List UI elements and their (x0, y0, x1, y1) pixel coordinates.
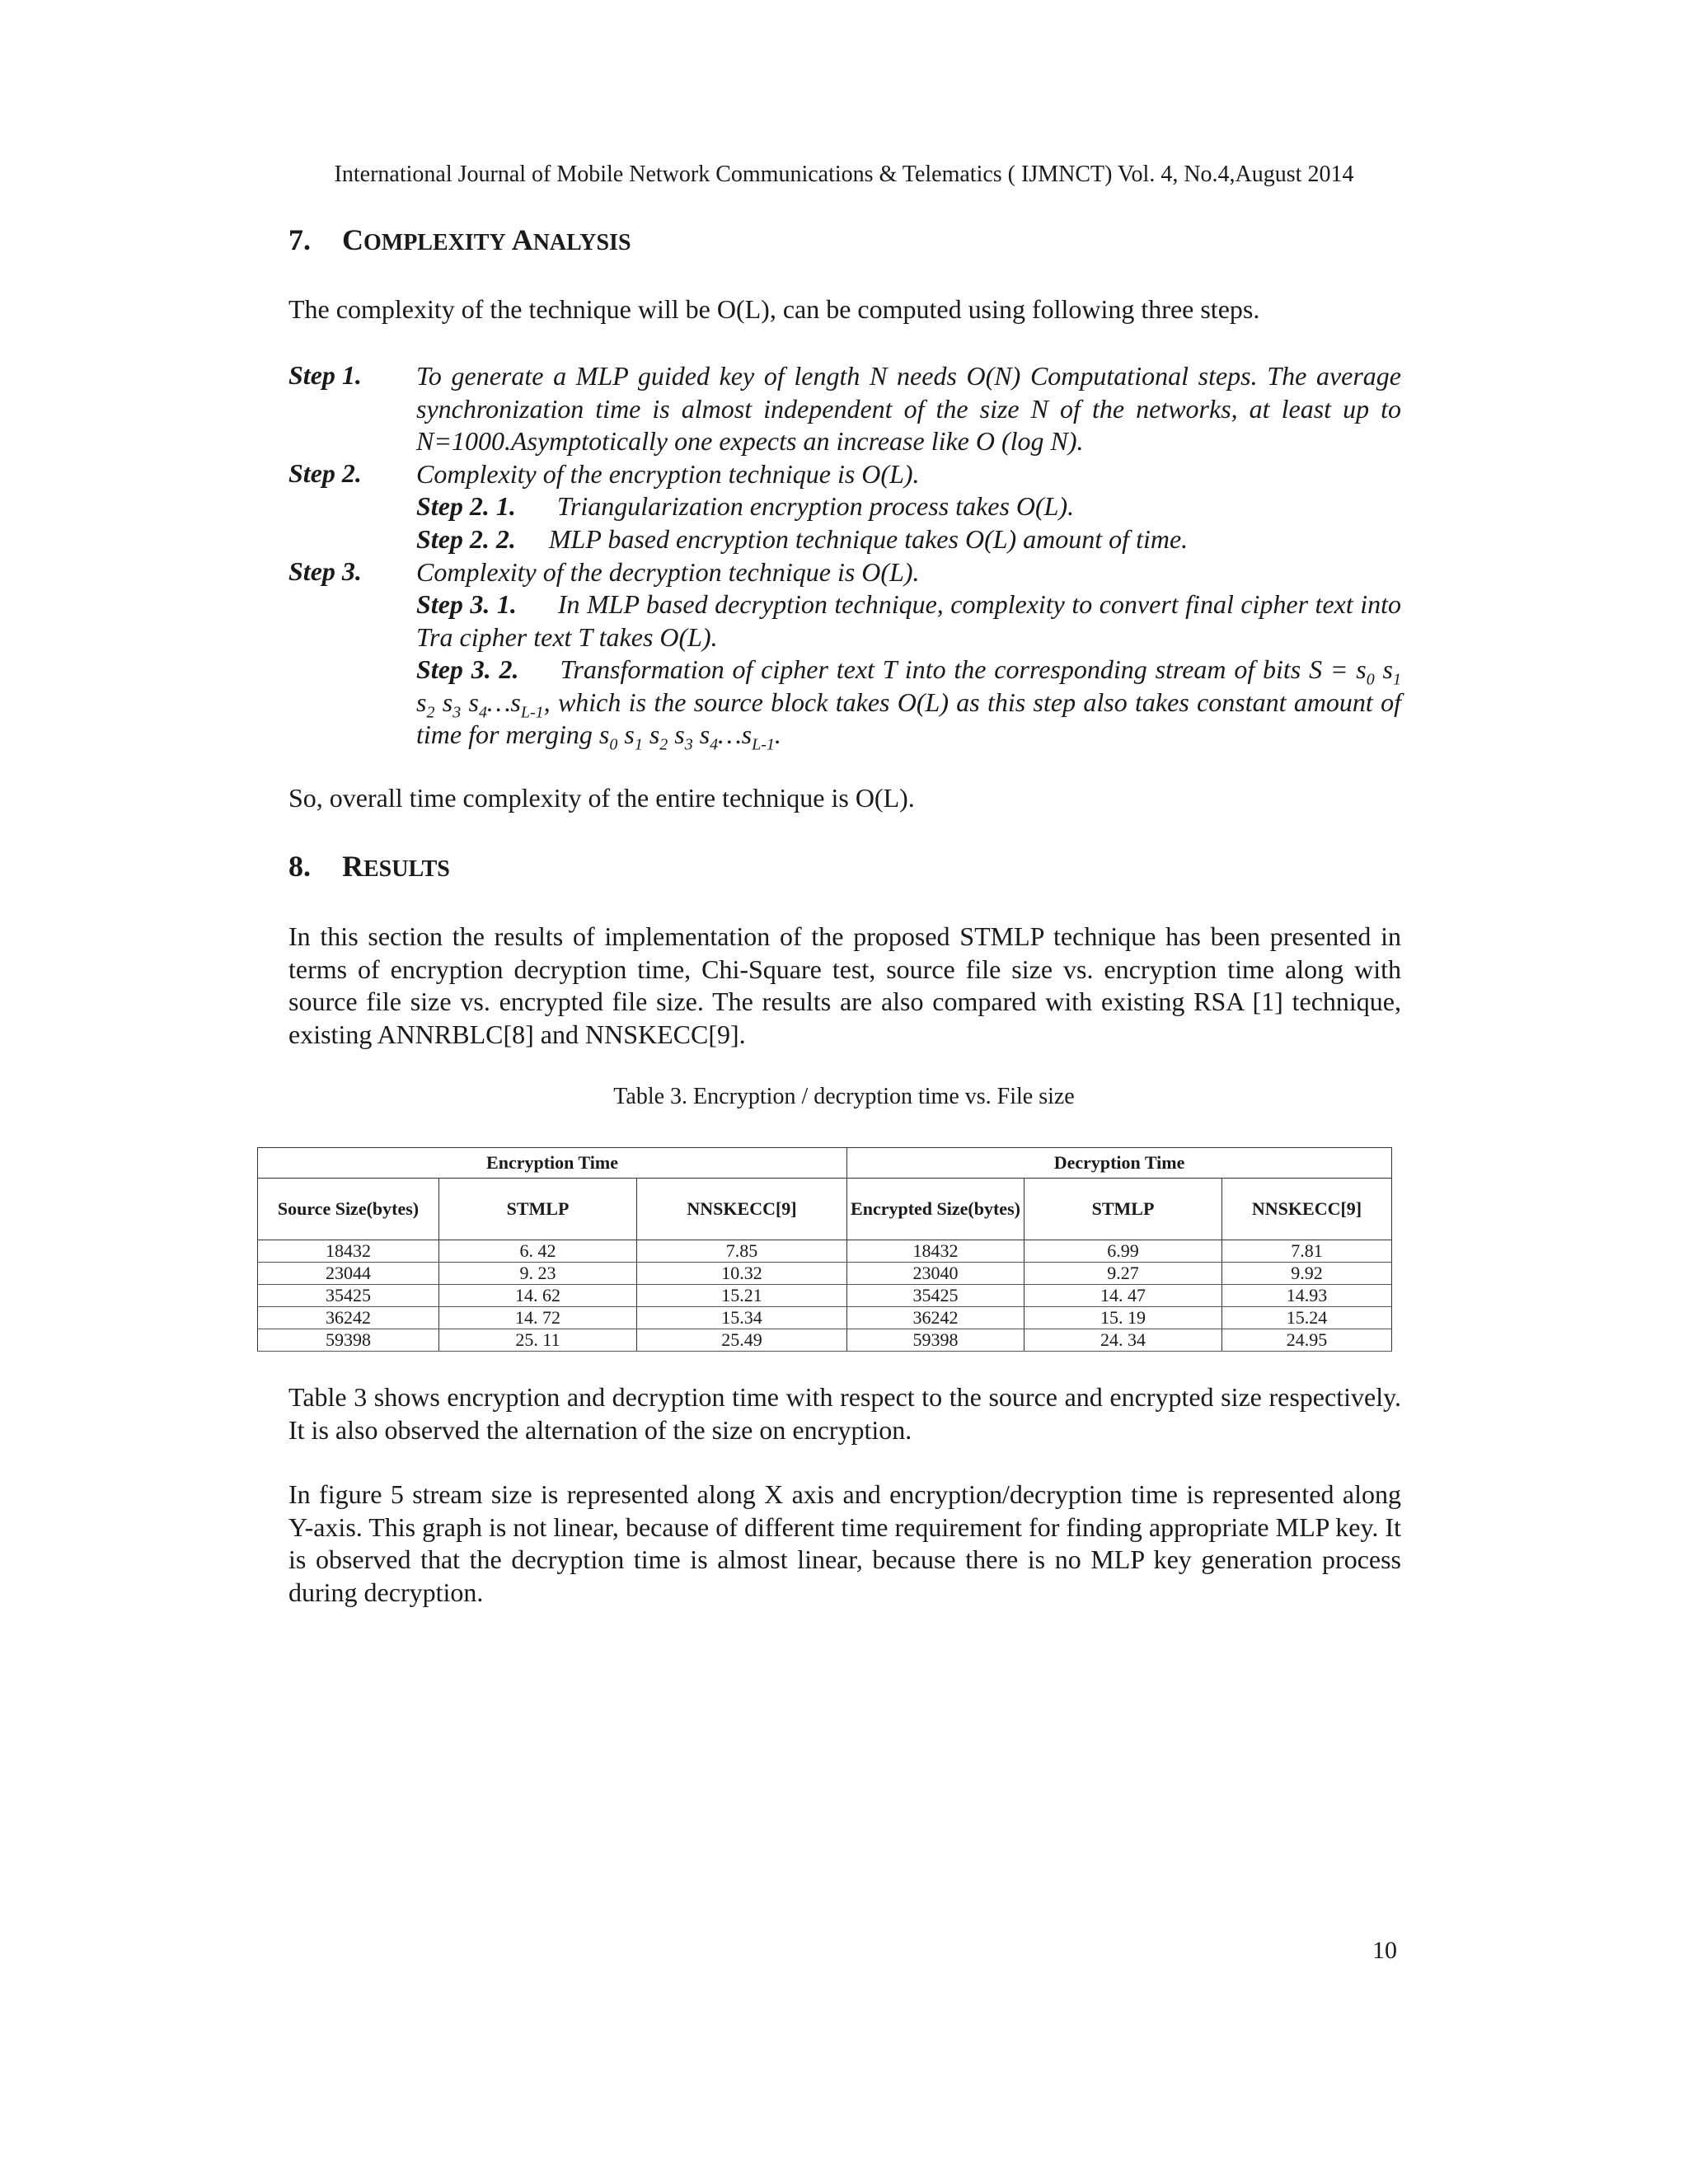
step-3-1-text: In MLP based decryption technique, complexity to convert final cipher text into Tra cipher text T takes O(L). (416, 589, 1402, 652)
step-2-1-text: Triangularization encryption process takes O(L). (556, 491, 1075, 521)
table-cell: 6.99 (1025, 1240, 1222, 1263)
table-cell: 10.32 (637, 1263, 847, 1285)
table-cell: 25.49 (637, 1329, 847, 1352)
complexity-conclusion: So, overall time complexity of the entire technique is O(L). (288, 783, 915, 813)
table-cell: 18432 (258, 1240, 439, 1263)
section-8-title-rest: ESULTS (363, 856, 450, 882)
section-7-title-initial-1: C (342, 223, 363, 256)
step-3-2-text-b: , which is the source block takes O(L) as this step also takes constant amount of time for merging (416, 687, 1402, 749)
table-cell: 15. 19 (1025, 1307, 1222, 1329)
table-cell: 9.27 (1025, 1263, 1222, 1285)
table-row (258, 1329, 1392, 1352)
encryption-time-header: Encryption Time (258, 1148, 847, 1179)
column-header: Encrypted Size(bytes) (847, 1179, 1025, 1240)
results-paragraph-1: In this section the results of implementation of the proposed STMLP technique has been presented in terms of encryption decryption time, Chi-Square test, source file size vs. encryption time along with source file size vs. encrypted file size. The results are also compared with existing RSA [1] technique, existing ANNRBLC[8] and NNSKECC[9]. (288, 921, 1401, 1049)
step-2-1-label: Step 2. 1. (416, 491, 516, 521)
table-row (258, 1263, 1392, 1285)
step-3-2-text-c: . (774, 719, 781, 749)
step-3-label: Step 3. (288, 556, 362, 586)
table-group-header-row (258, 1148, 1392, 1179)
table-row (258, 1240, 1392, 1263)
table-cell: 7.81 (1222, 1240, 1392, 1263)
section-7-title-rest-1: OMPLEXITY (363, 230, 506, 255)
merge-formula: $s_0$ $s_1$ $s_2$ $s_3$ $s_4\dots s_{L-1}$ (598, 719, 775, 754)
step-3-1-label: Step 3. 1. (416, 589, 517, 619)
table-cell: 6. 42 (439, 1240, 637, 1263)
table-row (258, 1307, 1392, 1329)
running-head: International Journal of Mobile Network Communications & Telematics ( IJMNCT) Vol. 4, No.4,August 2014 (334, 162, 1354, 187)
table-cell: 7.85 (637, 1240, 847, 1263)
step-2-1 (416, 490, 1401, 523)
column-header: Source Size(bytes) (258, 1179, 439, 1240)
table-cell: 23040 (847, 1263, 1025, 1285)
table-column-header-row (258, 1179, 1392, 1240)
table-cell: 36242 (847, 1307, 1025, 1329)
table-cell: 59398 (258, 1329, 439, 1352)
step-2-label: Step 2. (288, 458, 362, 488)
section-8-heading (288, 849, 450, 883)
table-cell: 18432 (847, 1240, 1025, 1263)
table-cell: 59398 (847, 1329, 1025, 1352)
bit-stream-formula: $s_0$ $s_1$ $s_2$ $s_3$ $s_4\dots s_{L-1}$ (416, 654, 1401, 721)
table-cell: 9. 23 (439, 1263, 637, 1285)
step-1-label: Step 1. (288, 360, 362, 390)
section-8-number: 8. (288, 850, 311, 883)
results-paragraph-3: In figure 5 stream size is represented along X axis and encryption/decryption time is represented along Y-axis. This graph is not linear, because of different time requirement for finding appropriate MLP key. It is observed that the decryption time is almost linear, because there is no MLP key generation process during decryption. (288, 1479, 1401, 1607)
step-3-2-text-a: Transformation of cipher text T into the corresponding stream of bits S = (560, 654, 1357, 684)
step-3-1 (416, 588, 1401, 654)
step-3-2 (416, 654, 1401, 752)
table-cell: 14.93 (1222, 1285, 1392, 1307)
section-7-number: 7. (288, 223, 311, 256)
column-header: NNSKECC[9] (637, 1179, 847, 1240)
step-3-text: Complexity of the decryption technique is O(L). (416, 557, 920, 587)
column-header: STMLP (1025, 1179, 1222, 1240)
table-cell: 24.95 (1222, 1329, 1392, 1352)
results-paragraph-2: Table 3 shows encryption and decryption time with respect to the source and encrypted size respectively. It is also observed the alternation of the size on encryption. (288, 1382, 1401, 1445)
step-2-text: Complexity of the encryption technique is O(L). (416, 459, 920, 489)
decryption-time-header: Decryption Time (847, 1148, 1392, 1179)
column-header: STMLP (439, 1179, 637, 1240)
table-cell: 9.92 (1222, 1263, 1392, 1285)
table-cell: 25. 11 (439, 1329, 637, 1352)
table-cell: 15.34 (637, 1307, 847, 1329)
step-1-text: To generate a MLP guided key of length N needs O(N) Computational steps. The average synchronization time is almost independent of the size N of the networks, at least up to N=1000.Asymptotically one expects an increase like O (log N). (416, 361, 1401, 456)
table-cell: 15.24 (1222, 1307, 1392, 1329)
step-2-2 (416, 523, 1401, 556)
table-cell: 15.21 (637, 1285, 847, 1307)
table-cell: 14. 72 (439, 1307, 637, 1329)
results-table (257, 1147, 1392, 1352)
section-7-title-initial-2: A (511, 223, 533, 256)
section-7-heading (288, 223, 631, 257)
page-number: 10 (1372, 1937, 1397, 1964)
step-3-2-label: Step 3. 2. (416, 654, 519, 684)
table-cell: 24. 34 (1025, 1329, 1222, 1352)
section-7-title-rest-2: NALYSIS (532, 230, 631, 255)
table-cell: 14. 47 (1025, 1285, 1222, 1307)
table-caption: Table 3. Encryption / decryption time vs. File size (613, 1084, 1075, 1109)
table-cell: 36242 (258, 1307, 439, 1329)
table-cell: 23044 (258, 1263, 439, 1285)
complexity-intro: The complexity of the technique will be O(L), can be computed using following three steps. (288, 294, 1260, 324)
table-cell: 14. 62 (439, 1285, 637, 1307)
table-cell: 35425 (258, 1285, 439, 1307)
table-cell: 35425 (847, 1285, 1025, 1307)
table-row (258, 1285, 1392, 1307)
column-header: NNSKECC[9] (1222, 1179, 1392, 1240)
section-8-title-initial: R (342, 850, 363, 883)
step-2-2-text: MLP based encryption technique takes O(L) amount of time. (548, 524, 1189, 554)
step-2-2-label: Step 2. 2. (416, 524, 516, 554)
